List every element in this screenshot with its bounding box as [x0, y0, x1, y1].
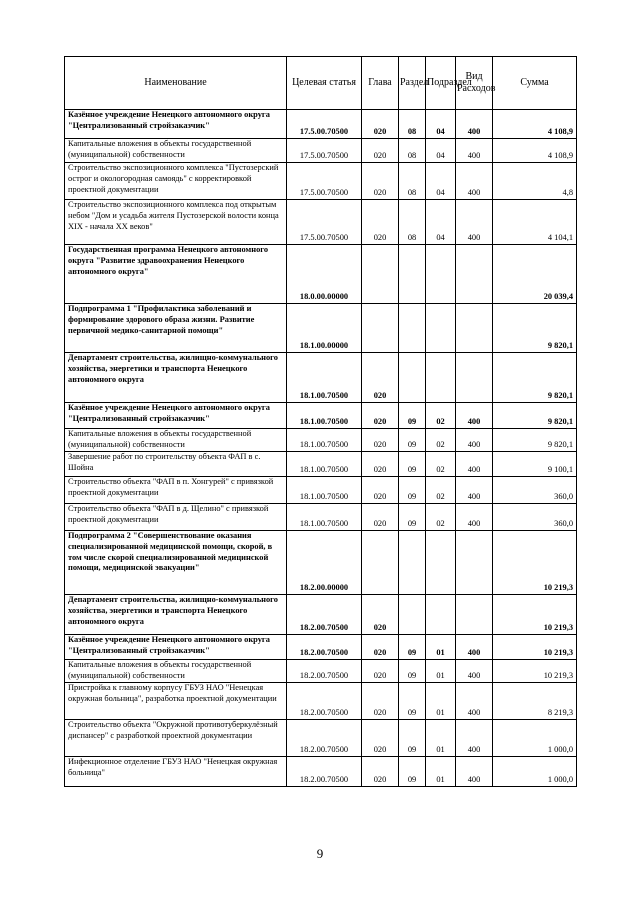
- row-chapter: 020: [362, 403, 399, 429]
- row-subsection: [426, 304, 456, 353]
- row-target: 18.2.00.00000: [287, 531, 362, 595]
- row-sum: 4,8: [493, 163, 577, 200]
- table-row: [65, 429, 577, 452]
- row-target: 18.2.00.70500: [287, 720, 362, 757]
- row-name: Департамент строительства, жилищно-коммунального хозяйства, энергетики и транспорта Ненецкого автономного округа: [65, 595, 287, 635]
- row-expense: 400: [456, 110, 493, 139]
- row-chapter: 020: [362, 635, 399, 660]
- row-target: 18.1.00.70500: [287, 477, 362, 504]
- row-chapter: 020: [362, 504, 399, 531]
- table-row: [65, 757, 577, 787]
- row-expense: 400: [456, 200, 493, 245]
- row-target: 17.5.00.70500: [287, 110, 362, 139]
- row-section: 08: [399, 200, 426, 245]
- header-section: Раздел: [399, 57, 426, 110]
- row-subsection: [426, 595, 456, 635]
- page-number: 9: [316, 846, 324, 861]
- row-chapter: 020: [362, 660, 399, 683]
- row-sum: 4 108,9: [493, 139, 577, 163]
- header-expense: Вид Расходов: [456, 57, 493, 110]
- row-subsection: 04: [426, 110, 456, 139]
- table-body: [65, 110, 577, 787]
- row-target: 17.5.00.70500: [287, 139, 362, 163]
- row-section: 09: [399, 504, 426, 531]
- row-section: [399, 245, 426, 304]
- row-section: 09: [399, 452, 426, 477]
- row-target: 18.1.00.70500: [287, 353, 362, 403]
- row-sum: 9 100,1: [493, 452, 577, 477]
- row-name: Казённое учреждение Ненецкого автономного округа "Централизованный стройзаказчик": [65, 403, 287, 429]
- row-section: 09: [399, 683, 426, 720]
- row-target: 18.1.00.70500: [287, 452, 362, 477]
- header-target: Целевая статья: [287, 57, 362, 110]
- row-section: 09: [399, 635, 426, 660]
- row-sum: 9 820,1: [493, 304, 577, 353]
- row-target: 18.2.00.70500: [287, 635, 362, 660]
- row-name: Департамент строительства, жилищно-коммунального хозяйства, энергетики и транспорта Ненецкого автономного округа: [65, 353, 287, 403]
- row-sum: 10 219,3: [493, 635, 577, 660]
- header-name: Наименование: [65, 57, 287, 110]
- table-row: [65, 139, 577, 163]
- row-section: [399, 304, 426, 353]
- row-expense: [456, 245, 493, 304]
- row-expense: [456, 353, 493, 403]
- budget-table: [64, 56, 577, 787]
- row-section: [399, 353, 426, 403]
- table-row: [65, 304, 577, 353]
- row-name: Строительство экспозиционного комплекса под открытым небом "Дом и усадьба жителя Пустозерской волости конца XIX - начала XX веков": [65, 200, 287, 245]
- row-target: 18.2.00.70500: [287, 595, 362, 635]
- table-row: [65, 660, 577, 683]
- row-name: Подпрограмма 1 "Профилактика заболеваний и формирование здорового образа жизни. Развитие первичной медико-санитарной помощи": [65, 304, 287, 353]
- row-section: [399, 531, 426, 595]
- row-section: 09: [399, 477, 426, 504]
- row-sum: 10 219,3: [493, 660, 577, 683]
- row-expense: 400: [456, 683, 493, 720]
- table-row: [65, 683, 577, 720]
- row-expense: 400: [456, 660, 493, 683]
- row-chapter: 020: [362, 163, 399, 200]
- table-row: [65, 531, 577, 595]
- table-row: [65, 504, 577, 531]
- row-section: 09: [399, 403, 426, 429]
- row-chapter: 020: [362, 595, 399, 635]
- row-expense: 400: [456, 635, 493, 660]
- row-expense: 400: [456, 403, 493, 429]
- row-section: 08: [399, 110, 426, 139]
- table-row: [65, 720, 577, 757]
- row-sum: 4 108,9: [493, 110, 577, 139]
- row-expense: 400: [456, 477, 493, 504]
- row-chapter: 020: [362, 683, 399, 720]
- row-target: 18.2.00.70500: [287, 660, 362, 683]
- row-subsection: 01: [426, 757, 456, 787]
- row-section: 09: [399, 757, 426, 787]
- table-row: [65, 200, 577, 245]
- table-row: [65, 403, 577, 429]
- row-section: 08: [399, 163, 426, 200]
- row-section: 08: [399, 139, 426, 163]
- row-expense: 400: [456, 504, 493, 531]
- row-target: 18.1.00.00000: [287, 304, 362, 353]
- row-target: 18.1.00.70500: [287, 429, 362, 452]
- row-chapter: 020: [362, 720, 399, 757]
- row-section: [399, 595, 426, 635]
- row-sum: 360,0: [493, 504, 577, 531]
- row-sum: 10 219,3: [493, 595, 577, 635]
- row-subsection: 04: [426, 200, 456, 245]
- table-header-row: [65, 57, 577, 110]
- row-name: Строительство объекта "ФАП в п. Хонгурей" с привязкой проектной документации: [65, 477, 287, 504]
- row-name: Строительство объекта "ФАП в д. Щелино" с привязкой проектной документации: [65, 504, 287, 531]
- header-subsection: Подраздел: [426, 57, 456, 110]
- row-sum: 4 104,1: [493, 200, 577, 245]
- row-chapter: 020: [362, 429, 399, 452]
- row-expense: 400: [456, 757, 493, 787]
- table-row: [65, 635, 577, 660]
- row-target: 18.1.00.70500: [287, 403, 362, 429]
- row-name: Капитальные вложения в объекты государственной (муниципальной) собственности: [65, 139, 287, 163]
- table-row: [65, 477, 577, 504]
- row-sum: 9 820,1: [493, 429, 577, 452]
- table-row: [65, 163, 577, 200]
- table-row: [65, 353, 577, 403]
- row-subsection: 04: [426, 163, 456, 200]
- row-sum: 1 000,0: [493, 757, 577, 787]
- table-row: [65, 595, 577, 635]
- row-expense: 400: [456, 139, 493, 163]
- row-chapter: [362, 245, 399, 304]
- row-sum: 8 219,3: [493, 683, 577, 720]
- row-section: 09: [399, 660, 426, 683]
- row-subsection: 01: [426, 683, 456, 720]
- row-sum: 9 820,1: [493, 353, 577, 403]
- row-sum: 360,0: [493, 477, 577, 504]
- row-section: 09: [399, 720, 426, 757]
- row-chapter: 020: [362, 477, 399, 504]
- row-name: Подпрограмма 2 "Совершенствование оказания специализированной медицинской помощи, скорой, в том числе скорой специализированной медицинской помощи, медицинской эвакуации": [65, 531, 287, 595]
- row-target: 17.5.00.70500: [287, 200, 362, 245]
- row-name: Завершение работ по строительству объекта ФАП в с. Шойна: [65, 452, 287, 477]
- row-subsection: 02: [426, 403, 456, 429]
- row-subsection: [426, 245, 456, 304]
- row-section: 09: [399, 429, 426, 452]
- row-expense: 400: [456, 720, 493, 757]
- row-expense: 400: [456, 429, 493, 452]
- row-target: 18.1.00.70500: [287, 504, 362, 531]
- row-sum: 1 000,0: [493, 720, 577, 757]
- table-row: [65, 245, 577, 304]
- row-subsection: 01: [426, 660, 456, 683]
- header-sum: Сумма: [493, 57, 577, 110]
- row-subsection: 04: [426, 139, 456, 163]
- row-expense: [456, 595, 493, 635]
- row-target: 18.0.00.00000: [287, 245, 362, 304]
- row-expense: 400: [456, 452, 493, 477]
- row-subsection: [426, 531, 456, 595]
- row-name: Строительство экспозиционного комплекса "Пустозерский острог и окологородная самоядь" с корректировкой проектной документации: [65, 163, 287, 200]
- row-name: Инфекционное отделение ГБУЗ НАО "Ненецкая окружная больница": [65, 757, 287, 787]
- row-subsection: 02: [426, 429, 456, 452]
- row-subsection: [426, 353, 456, 403]
- row-chapter: 020: [362, 200, 399, 245]
- row-sum: 20 039,4: [493, 245, 577, 304]
- row-chapter: 020: [362, 452, 399, 477]
- row-expense: [456, 304, 493, 353]
- row-subsection: 02: [426, 504, 456, 531]
- row-subsection: 02: [426, 452, 456, 477]
- row-chapter: 020: [362, 757, 399, 787]
- row-sum: 10 219,3: [493, 531, 577, 595]
- table-row: [65, 110, 577, 139]
- table-row: [65, 452, 577, 477]
- row-name: Пристройка к главному корпусу ГБУЗ НАО "Ненецкая окружная больница", разработка проектной документации: [65, 683, 287, 720]
- row-name: Капитальные вложения в объекты государственной (муниципальной) собственности: [65, 660, 287, 683]
- row-chapter: [362, 304, 399, 353]
- header-chapter: Глава: [362, 57, 399, 110]
- row-chapter: 020: [362, 353, 399, 403]
- row-subsection: 01: [426, 635, 456, 660]
- row-target: 18.2.00.70500: [287, 757, 362, 787]
- row-name: Строительство объекта "Окружной противотуберкулёзный диспансер" с разработкой проектной документации: [65, 720, 287, 757]
- row-expense: 400: [456, 163, 493, 200]
- row-chapter: 020: [362, 139, 399, 163]
- row-chapter: [362, 531, 399, 595]
- row-name: Казённое учреждение Ненецкого автономного округа "Централизованный стройзаказчик": [65, 110, 287, 139]
- row-subsection: 02: [426, 477, 456, 504]
- row-name: Государственная программа Ненецкого автономного округа "Развитие здравоохранения Ненецкого автономного округа": [65, 245, 287, 304]
- row-chapter: 020: [362, 110, 399, 139]
- row-target: 18.2.00.70500: [287, 683, 362, 720]
- row-expense: [456, 531, 493, 595]
- row-subsection: 01: [426, 720, 456, 757]
- row-sum: 9 820,1: [493, 403, 577, 429]
- row-name: Капитальные вложения в объекты государственной (муниципальной) собственности: [65, 429, 287, 452]
- row-name: Казённое учреждение Ненецкого автономного округа "Централизованный стройзаказчик": [65, 635, 287, 660]
- row-target: 17.5.00.70500: [287, 163, 362, 200]
